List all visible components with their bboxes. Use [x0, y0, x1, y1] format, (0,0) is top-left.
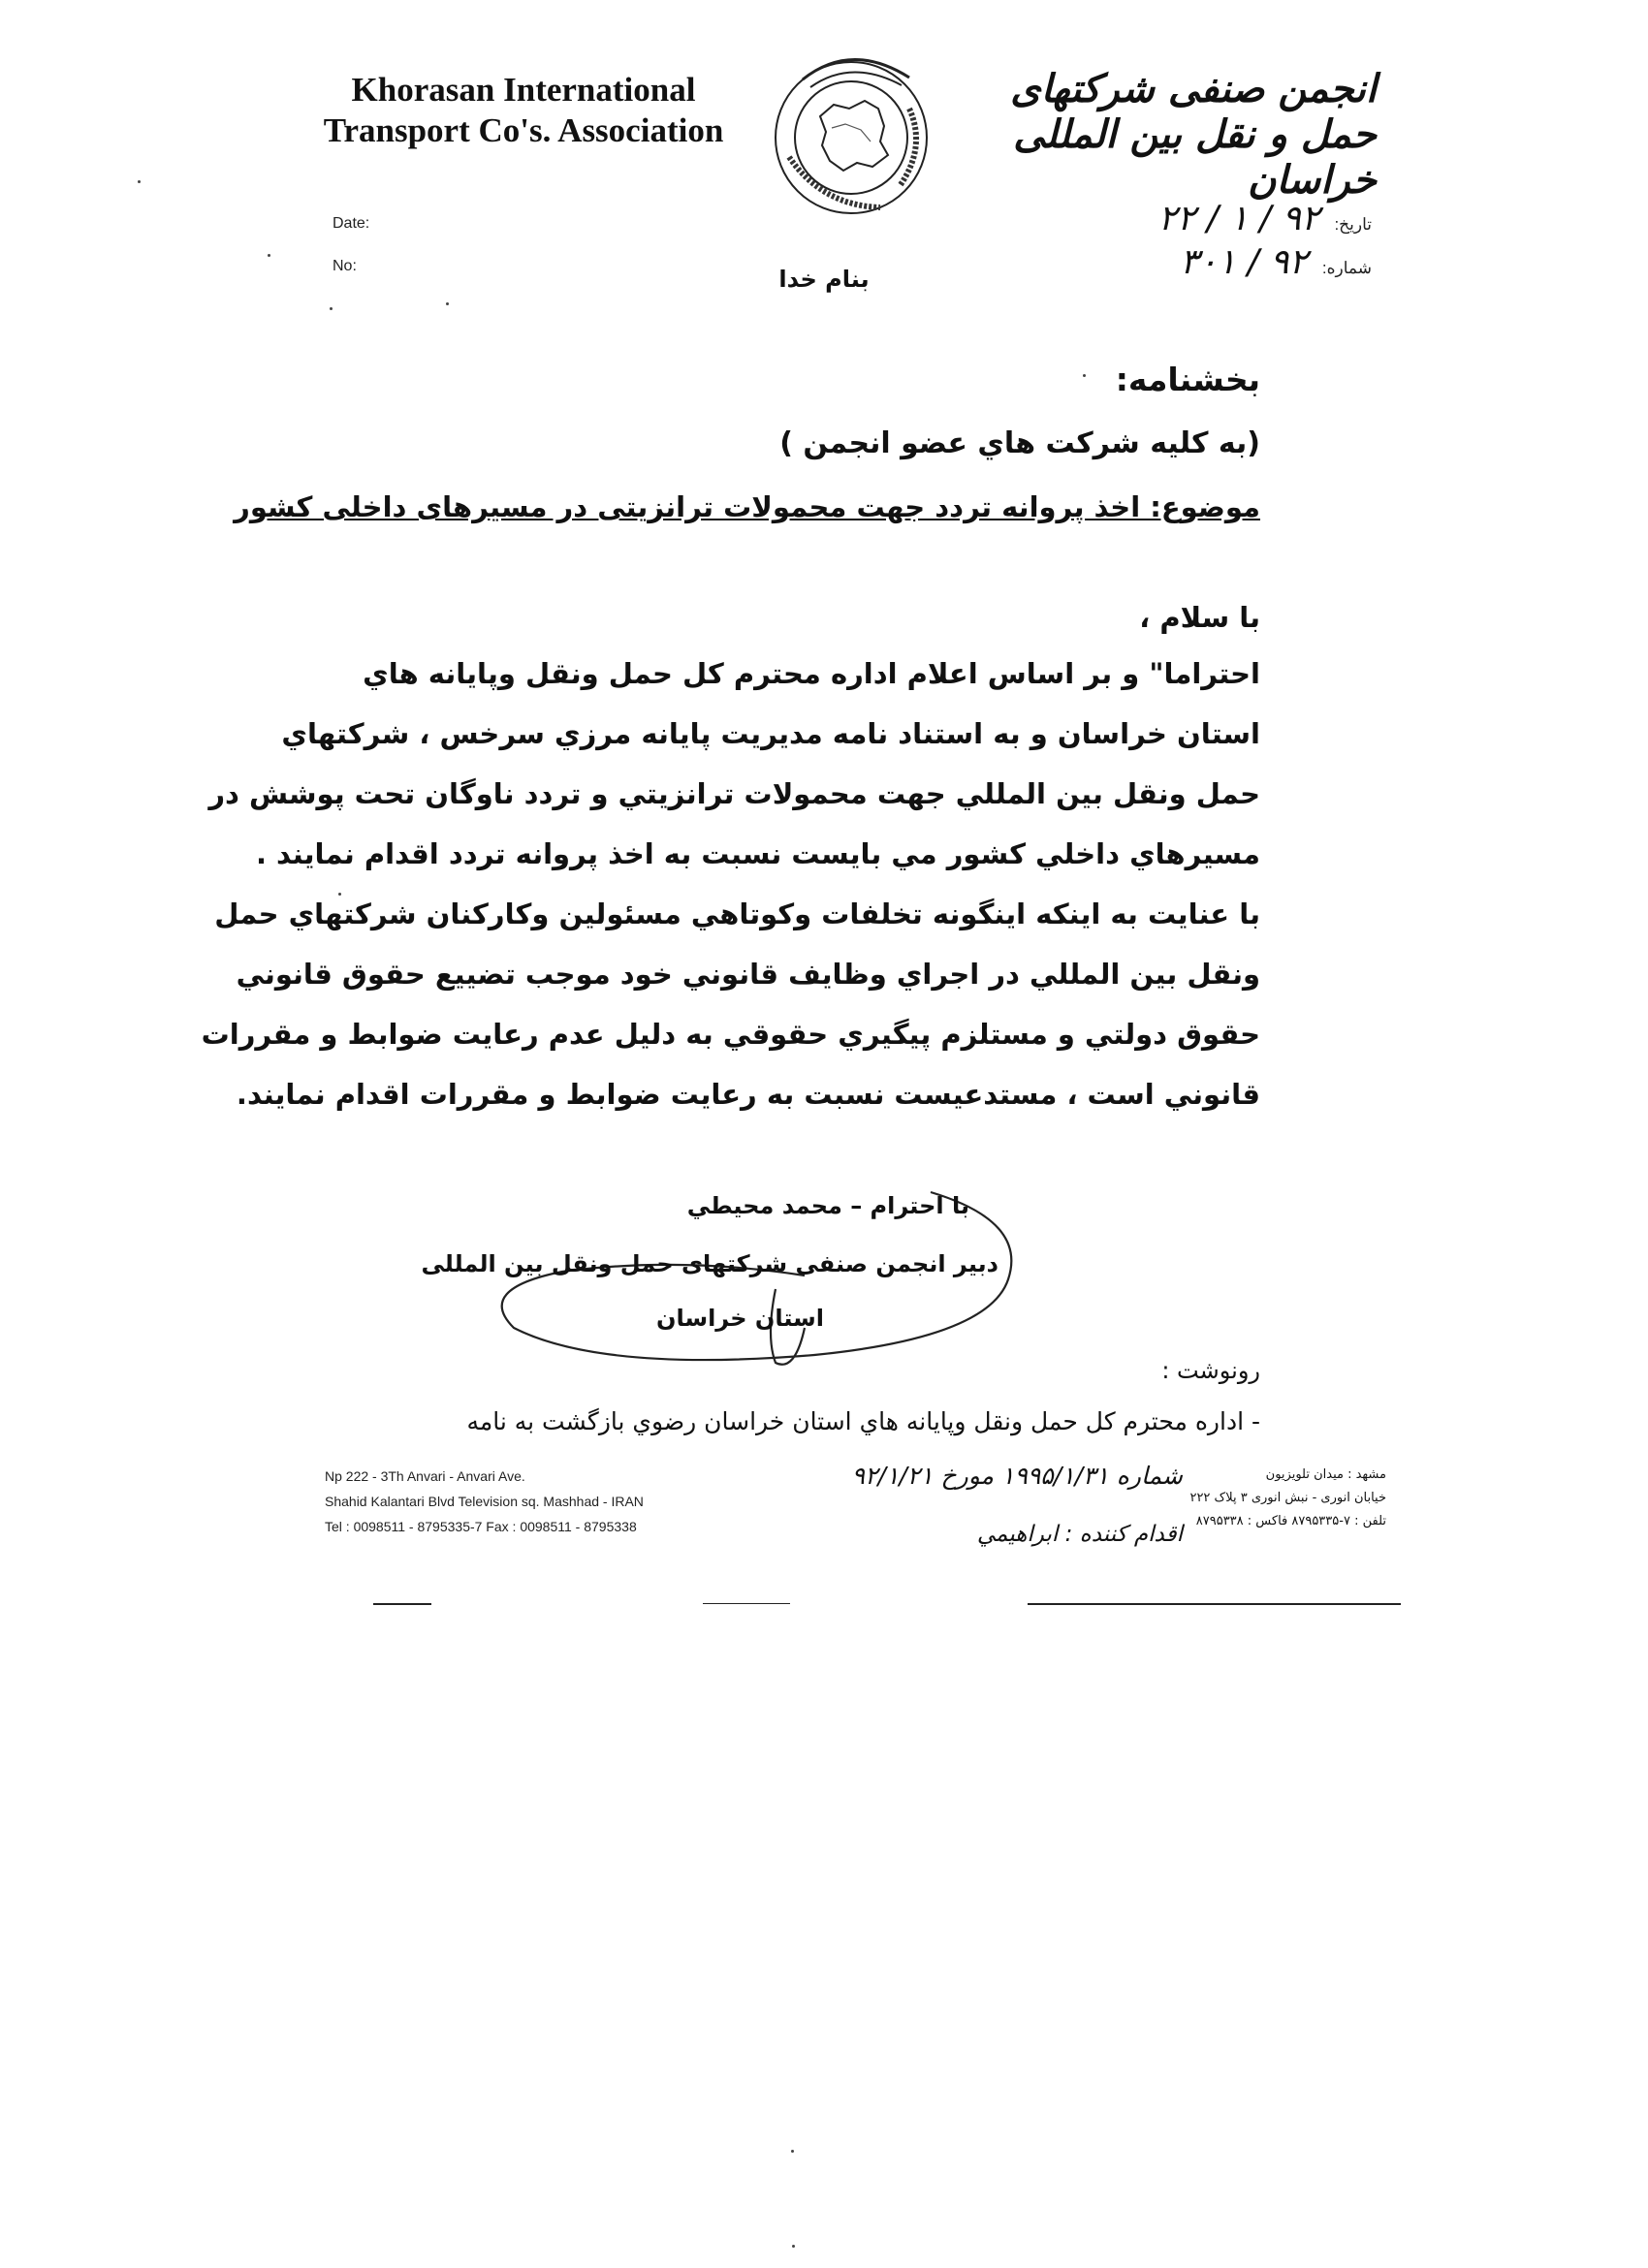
scan-speck — [792, 2245, 795, 2248]
footer-en-line1: Np 222 - 3Th Anvari - Anvari Ave. — [325, 1468, 525, 1484]
body-line: قانوني است ، مستدعیست نسبت به رعایت ضوابط و مقررات اقدام نمایند. — [236, 1078, 1260, 1111]
letterhead-en-line2: Transport Co's. Association — [323, 111, 724, 149]
footer-rule — [1028, 1603, 1401, 1605]
footer-address-en — [325, 1464, 644, 1539]
body-line: با عنایت به اینکه اینگونه تخلفات وکوتاهي مسئولین وکارکنان شرکتهاي حمل — [214, 898, 1260, 930]
scan-speck — [138, 180, 141, 183]
signatory-name: با احترام – محمد محیطي — [686, 1192, 969, 1219]
association-seal-icon — [764, 41, 938, 225]
footer-en-line2: Shahid Kalantari Blvd Television sq. Mashhad - IRAN — [325, 1494, 644, 1509]
scan-speck — [791, 2150, 794, 2153]
scan-speck — [446, 302, 449, 305]
body-line: مسیرهاي داخلي کشور مي بایست نسبت به اخذ پروانه تردد اقدام نمایند . — [255, 837, 1260, 870]
circular-heading: بخشنامه: — [1115, 361, 1260, 398]
greeting: با سلام ، — [1139, 601, 1260, 634]
cc-line: - اداره محترم کل حمل ونقل وپایانه هاي استان خراسان رضوي بازگشت به نامه — [466, 1407, 1260, 1435]
body-line: احتراما" و بر اساس اعلام اداره محترم کل حمل ونقل وپایانه هاي — [363, 657, 1260, 690]
date-label-en: Date: — [333, 215, 370, 232]
date-value: ۹۲ / ۱ / ۲۲ — [1157, 199, 1320, 238]
date-field — [1115, 199, 1372, 238]
letterhead-fa-name: انجمن صنفی شرکتهای حمل و نقل بین المللی خراسان — [1010, 66, 1377, 203]
signatory-title: دبیر انجمن صنفی شرکتهای حمل ونقل بین المللی — [421, 1250, 998, 1277]
footer-en-line3: Tel : 0098511 - 8795335-7 Fax : 0098511 - 8795338 — [325, 1519, 637, 1534]
subject-line: موضوع: اخذ پروانه تردد جهت محمولات ترانزیتی در مسیرهای داخلی کشور — [234, 490, 1260, 523]
body-line: حقوق دولتي و مستلزم پیگیري حقوقي به دلیل عدم رعایت ضوابط و مقررات — [201, 1018, 1260, 1051]
cc-reference: شماره ۱۹۹۵/۱/۳۱ مورخ ۹۲/۱/۲۱ — [851, 1462, 1183, 1490]
number-value: ۹۲ / ۳۰۱ — [1180, 242, 1308, 282]
footer-fa-line3: تلفن : ۷-۸۷۹۵۳۳۵ فاکس : ۸۷۹۵۳۳۸ — [1195, 1514, 1386, 1528]
body-line: حمل ونقل بین المللي جهت محمولات ترانزیتي و تردد ناوگان تحت پوشش در — [208, 777, 1260, 810]
cc-label: رونوشت : — [1161, 1357, 1260, 1384]
footer-rule — [703, 1603, 790, 1604]
scan-speck — [1083, 374, 1086, 377]
scan-speck — [268, 254, 270, 257]
invocation: بنام خدا — [778, 266, 870, 293]
footer-fa-line1: مشهد : میدان تلویزیون — [1265, 1467, 1386, 1482]
date-label-fa: تاریخ: — [1334, 215, 1372, 234]
footer-rule — [373, 1603, 431, 1605]
letterhead-en-line1: Khorasan International — [351, 71, 696, 109]
recipients-line: (به کلیه شرکت هاي عضو انجمن ) — [779, 426, 1260, 460]
body-line: استان خراسان و به استناد نامه مدیریت پایانه مرزي سرخس ، شرکتهاي — [281, 717, 1260, 750]
scan-speck — [330, 307, 333, 310]
body-line: ونقل بین المللي در اجراي وظایف قانوني خود موجب تضییع حقوق قانوني — [236, 958, 1260, 991]
letterhead-en-name — [320, 70, 727, 151]
scan-speck — [338, 893, 341, 896]
footer-address-fa — [1115, 1464, 1386, 1533]
number-field — [1115, 242, 1372, 282]
signatory-province: استان خراسان — [655, 1305, 824, 1332]
number-label-fa: شماره: — [1321, 259, 1372, 277]
footer-fa-line2: خیابان انوری - نبش انوری ۳ پلاک ۲۲۲ — [1189, 1491, 1386, 1505]
cc-handler: اقدام کننده : ابراهیمي — [976, 1522, 1183, 1547]
number-label-en: No: — [333, 258, 357, 274]
